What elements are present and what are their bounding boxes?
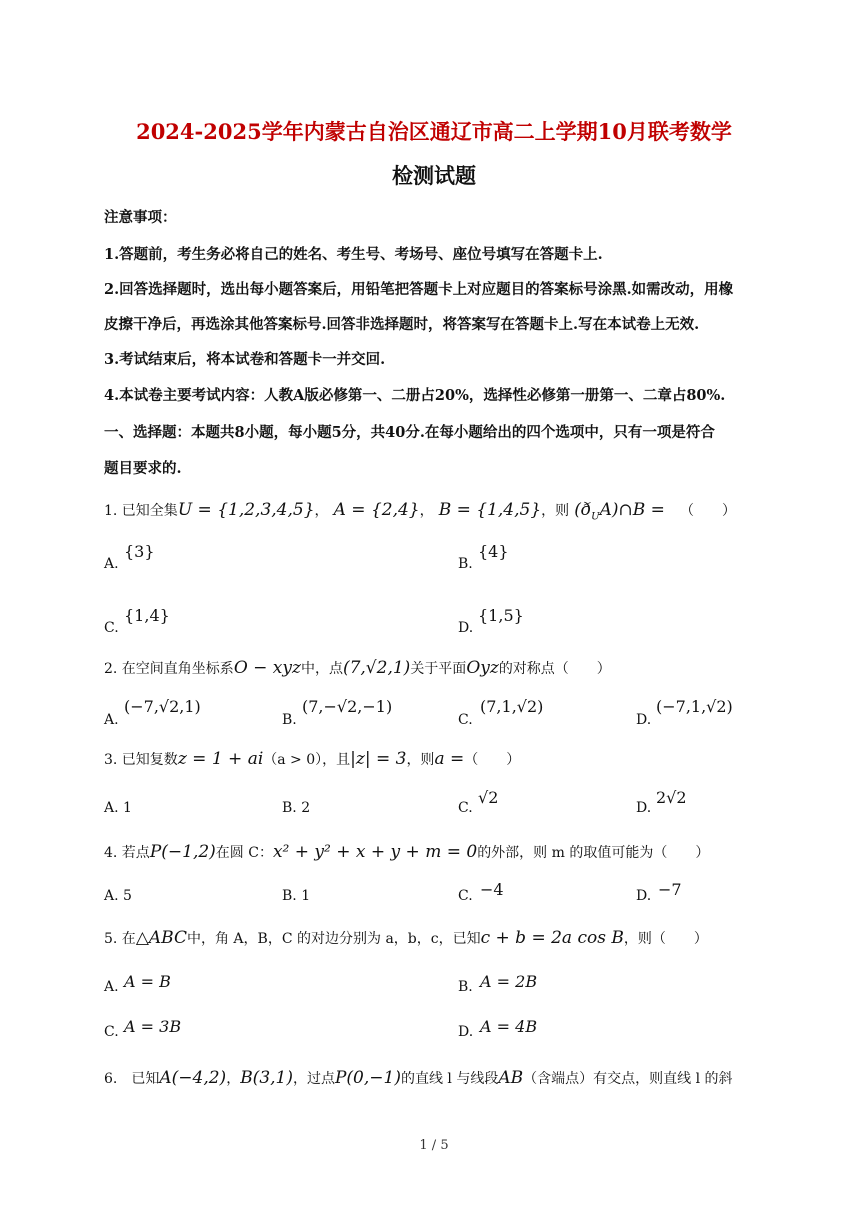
q2-stem: 关于平面 (410, 661, 467, 677)
q6-stem: 6. 已知 (104, 1071, 160, 1087)
q6-sep: ， (226, 1071, 241, 1087)
question-1 (104, 500, 736, 522)
q3-stem: 3. 已知复数 (104, 752, 178, 768)
q6-stem: ，过点 (292, 1071, 335, 1087)
q4-option-d-label: D. (636, 888, 652, 904)
q3-answer-blank: （ ） (464, 752, 521, 768)
q3-stem: ，则 (406, 752, 435, 768)
q3-condition: （a > 0），且 (263, 752, 351, 768)
q1-option-d-value: {1,5} (478, 606, 524, 625)
q5-option-a-label: A. (104, 979, 119, 995)
q4-stem: 在圆 C： (215, 845, 273, 861)
q1-option-c-label: C. (104, 620, 119, 636)
q6-point-a: A(−4,2) (159, 1068, 227, 1088)
q1-sep: ，则 (541, 503, 570, 519)
notice-item-2-line2: 皮擦干净后，再选涂其他答案标号.回答非选择题时，将答案写在答题卡上.写在本试卷上无效. (104, 316, 700, 333)
q2-plane: Oyz (466, 658, 499, 678)
q5-option-c-value: A = 3B (124, 1017, 182, 1036)
q6-stem: （含端点）有交点，则直线 l 的斜 (523, 1071, 733, 1087)
q2-option-c-label: C. (458, 712, 473, 728)
q4-point: P(−1,2) (149, 842, 216, 862)
q4-circle-equation: x² + y² + x + y + m = 0 (272, 842, 478, 862)
q3-option-d-label: D. (636, 800, 652, 816)
q5-stem: ，则（ ） (623, 931, 708, 947)
q1-set-a: A = {2,4} (333, 500, 420, 520)
q3-unknown: a = (434, 749, 465, 769)
q5-stem: 中，角 A，B，C 的对边分别为 a，b，c，已知 (186, 931, 481, 947)
q5-option-d-label: D. (458, 1024, 474, 1040)
paper-title-line1: 2024-2025学年内蒙古自治区通辽市高二上学期10月联考数学 (136, 119, 732, 144)
question-5 (104, 928, 708, 948)
q2-stem: 的对称点（ ） (498, 661, 611, 677)
q1-sep: ， (314, 503, 329, 519)
q2-stem: 中，点 (300, 661, 343, 677)
q5-triangle: △ABC (135, 928, 187, 948)
q3-modulus: |z| = 3 (350, 749, 407, 769)
q5-option-c-label: C. (104, 1024, 119, 1040)
q4-option-c-label: C. (458, 888, 473, 904)
q4-option-d-value: −7 (658, 880, 682, 899)
q3-option-d-value: 2√2 (656, 788, 687, 807)
q1-sep: ， (419, 503, 434, 519)
q2-option-b-value: (7,−√2,−1) (302, 697, 393, 716)
q5-option-d-value: A = 4B (480, 1017, 538, 1036)
q1-set-b: B = {1,4,5} (438, 500, 542, 520)
q1-expression: $(ð_UA)\cap B$ = (574, 500, 665, 523)
q1-set-u: U = {1,2,3,4,5} (177, 500, 315, 520)
q2-option-b-label: B. (282, 712, 297, 728)
q2-point: (7,√2,1) (342, 658, 411, 678)
q4-option-a: A. 5 (104, 888, 132, 904)
section-heading-line2: 题目要求的. (104, 460, 182, 477)
q1-option-d-label: D. (458, 620, 474, 636)
page-number: 1 / 5 (419, 1138, 449, 1153)
q1-option-b-value: {4} (478, 542, 509, 561)
q5-stem: 5. 在 (104, 931, 136, 947)
q2-option-a-label: A. (104, 712, 119, 728)
q6-segment: AB (498, 1068, 524, 1088)
q3-complex-number: z = 1 + ai (177, 749, 264, 769)
paper-title-line2: 检测试题 (392, 163, 476, 188)
q1-option-a-label: A. (104, 556, 119, 572)
q3-option-a: A. 1 (104, 800, 132, 816)
notice-heading: 注意事项： (104, 209, 177, 226)
q4-option-c-value: −4 (480, 880, 504, 899)
question-3 (104, 749, 520, 769)
q2-coord-system: O − xyz (233, 658, 301, 678)
question-6 (104, 1068, 733, 1088)
q1-option-c-value: {1,4} (124, 606, 170, 625)
q2-option-d-label: D. (636, 712, 652, 728)
q4-option-b: B. 1 (282, 888, 311, 904)
question-4 (104, 842, 709, 862)
q2-option-a-value: (−7,√2,1) (124, 697, 201, 716)
notice-item-1: 1.答题前，考生务必将自己的姓名、考生号、考场号、座位号填写在答题卡上. (104, 246, 603, 263)
q5-equation: c + b = 2a cos B (480, 928, 624, 948)
q4-stem: 4. 若点 (104, 845, 150, 861)
q6-point-b: B(3,1) (240, 1068, 293, 1088)
q2-option-c-value: (7,1,√2) (480, 697, 544, 716)
notice-item-2-line1: 2.回答选择题时，选出每小题答案后，用铅笔把答题卡上对应题目的答案标号涂黑.如需改动，用橡 (104, 281, 734, 298)
section-heading-line1: 一、选择题：本题共8小题，每小题5分，共40分.在每小题给出的四个选项中，只有一项是符合 (104, 424, 715, 441)
q1-stem: 1. 已知全集 (104, 503, 178, 519)
question-2 (104, 658, 611, 678)
q1-option-a-value: {3} (124, 542, 155, 561)
q6-stem: 的直线 l 与线段 (400, 1071, 499, 1087)
q2-option-d-value: (−7,1,√2) (656, 697, 733, 716)
q2-stem: 2. 在空间直角坐标系 (104, 661, 234, 677)
q1-option-b-label: B. (458, 556, 473, 572)
q3-option-c-label: C. (458, 800, 473, 816)
q6-point-p: P(0,−1) (334, 1068, 401, 1088)
q5-option-a-value: A = B (124, 972, 171, 991)
q5-option-b-value: A = 2B (480, 972, 538, 991)
q3-option-b: B. 2 (282, 800, 311, 816)
q4-stem: 的外部，则 m 的取值可能为（ ） (477, 845, 710, 861)
q3-option-c-value: √2 (478, 788, 499, 807)
q5-option-b-label: B. (458, 979, 473, 995)
notice-item-4: 4.本试卷主要考试内容：人教A版必修第一、二册占20%，选择性必修第一册第一、二章占80%. (104, 387, 726, 404)
notice-item-3: 3.考试结束后，将本试卷和答题卡一并交回. (104, 351, 386, 368)
q1-answer-blank: （ ） (679, 503, 736, 519)
